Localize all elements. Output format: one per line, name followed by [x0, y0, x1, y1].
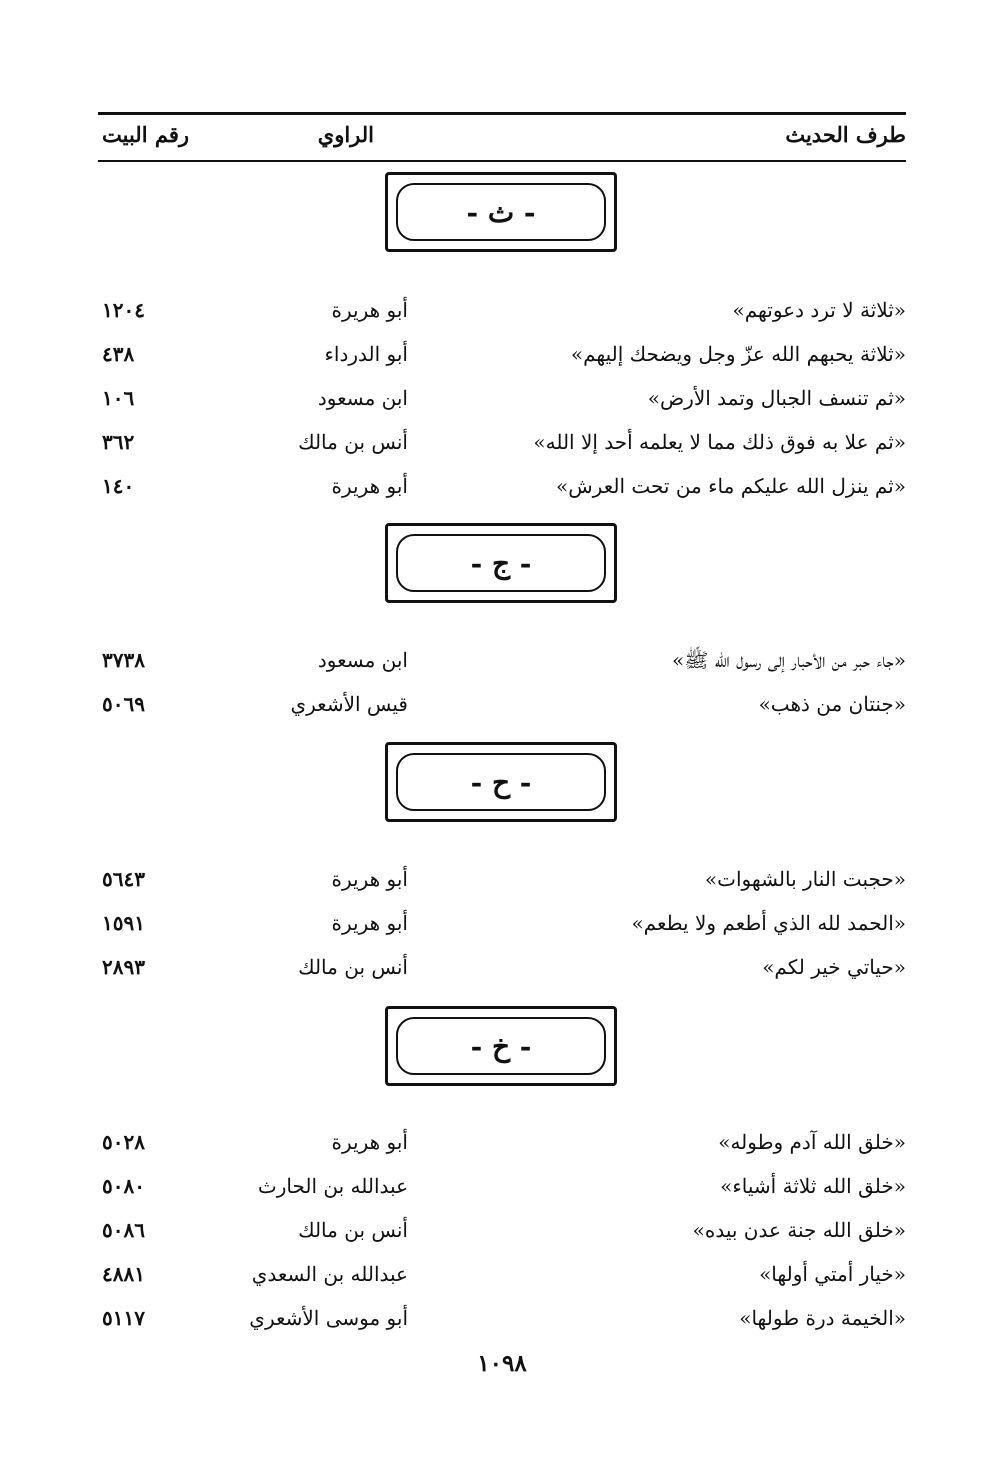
- hadith-text: «حياتي خير لكم»: [762, 955, 906, 979]
- section-heading: - ح -: [396, 753, 606, 811]
- verse-number: ١٥٩١: [102, 911, 145, 935]
- hadith-text: «حجبت النار بالشهوات»: [704, 867, 906, 891]
- section-heading-box: [385, 523, 617, 603]
- index-row: [98, 290, 906, 330]
- hadith-text: «جاء حبر من الأحبار إلى رسول الله ﷺ»: [672, 648, 906, 672]
- page-number: ١٠٩٨: [477, 1350, 527, 1377]
- index-row: [98, 859, 906, 899]
- narrator: عبدالله بن الحارث: [257, 1174, 408, 1198]
- narrator: أبو موسى الأشعري: [249, 1306, 408, 1330]
- verse-number: ٥٦٤٣: [102, 867, 145, 891]
- header-verse-number: رقم البيت: [102, 122, 189, 147]
- hadith-text: «ثم تنسف الجبال وتمد الأرض»: [647, 386, 906, 410]
- hadith-text: «خلق الله ثلاثة أشياء»: [720, 1174, 906, 1198]
- hadith-text: «جنتان من ذهب»: [758, 692, 906, 716]
- narrator: عبدالله بن السعدي: [251, 1262, 408, 1286]
- verse-number: ٥٠٢٨: [102, 1130, 145, 1154]
- header-hadith-text: طرف الحديث: [785, 122, 906, 147]
- hadith-text: «خيار أمتي أولها»: [759, 1262, 906, 1286]
- header-narrator: الراوي: [317, 122, 374, 147]
- hadith-text: «الحمد لله الذي أطعم ولا يطعم»: [631, 911, 906, 935]
- narrator: ابن مسعود: [317, 386, 408, 410]
- hadith-text: «ثلاثة لا ترد دعوتهم»: [732, 298, 906, 322]
- narrator: أنس بن مالك: [298, 430, 408, 454]
- index-row: [98, 640, 906, 680]
- top-rule: [98, 112, 906, 115]
- narrator: أنس بن مالك: [298, 955, 408, 979]
- narrator: أبو هريرة: [331, 474, 408, 498]
- verse-number: ٥١١٧: [102, 1306, 145, 1330]
- verse-number: ٣٦٢: [102, 430, 135, 454]
- hadith-text: «ثم ينزل الله عليكم ماء من تحت العرش»: [556, 474, 906, 498]
- section-heading-box: [385, 1006, 617, 1086]
- header-rule: [98, 160, 906, 162]
- verse-number: ٥٠٦٩: [102, 692, 145, 716]
- hadith-text: «خلق الله جنة عدن بيده»: [692, 1218, 906, 1242]
- index-row: [98, 1166, 906, 1206]
- narrator: أبو هريرة: [331, 298, 408, 322]
- hadith-text: «ثلاثة يحبهم الله عزّ وجل ويضحك إليهم»: [570, 342, 906, 366]
- narrator: قيس الأشعري: [290, 692, 408, 716]
- narrator: أبو هريرة: [331, 911, 408, 935]
- hadith-text: «خلق الله آدم وطوله»: [718, 1130, 906, 1154]
- verse-number: ٢٨٩٣: [102, 955, 145, 979]
- narrator: أبو هريرة: [331, 1130, 408, 1154]
- index-row: [98, 334, 906, 374]
- verse-number: ١٤٠: [102, 474, 135, 498]
- hadith-text: «ثم علا به فوق ذلك مما لا يعلمه أحد إلا الله»: [533, 430, 906, 454]
- section-heading: - خ -: [396, 1017, 606, 1075]
- section-heading-box: [385, 742, 617, 822]
- index-row: [98, 1254, 906, 1294]
- verse-number: ٤٨٨١: [102, 1262, 145, 1286]
- narrator: أبو هريرة: [331, 867, 408, 891]
- section-heading: - ث -: [396, 183, 606, 241]
- verse-number: ٤٣٨: [102, 342, 135, 366]
- index-row: [98, 1210, 906, 1250]
- verse-number: ٥٠٨٠: [102, 1174, 145, 1198]
- verse-number: ١٢٠٤: [102, 298, 145, 322]
- index-row: [98, 684, 906, 724]
- index-row: [98, 422, 906, 462]
- narrator: ابن مسعود: [317, 648, 408, 672]
- index-row: [98, 903, 906, 943]
- index-row: [98, 378, 906, 418]
- index-row: [98, 947, 906, 987]
- narrator: أبو الدرداء: [324, 342, 408, 366]
- index-row: [98, 1122, 906, 1162]
- verse-number: ٣٧٣٨: [102, 648, 145, 672]
- hadith-text: «الخيمة درة طولها»: [739, 1306, 906, 1330]
- verse-number: ١٠٦: [102, 386, 135, 410]
- section-heading-box: [385, 172, 617, 252]
- narrator: أنس بن مالك: [298, 1218, 408, 1242]
- verse-number: ٥٠٨٦: [102, 1218, 145, 1242]
- section-heading: - ج -: [396, 534, 606, 592]
- index-row: [98, 1298, 906, 1338]
- index-row: [98, 466, 906, 506]
